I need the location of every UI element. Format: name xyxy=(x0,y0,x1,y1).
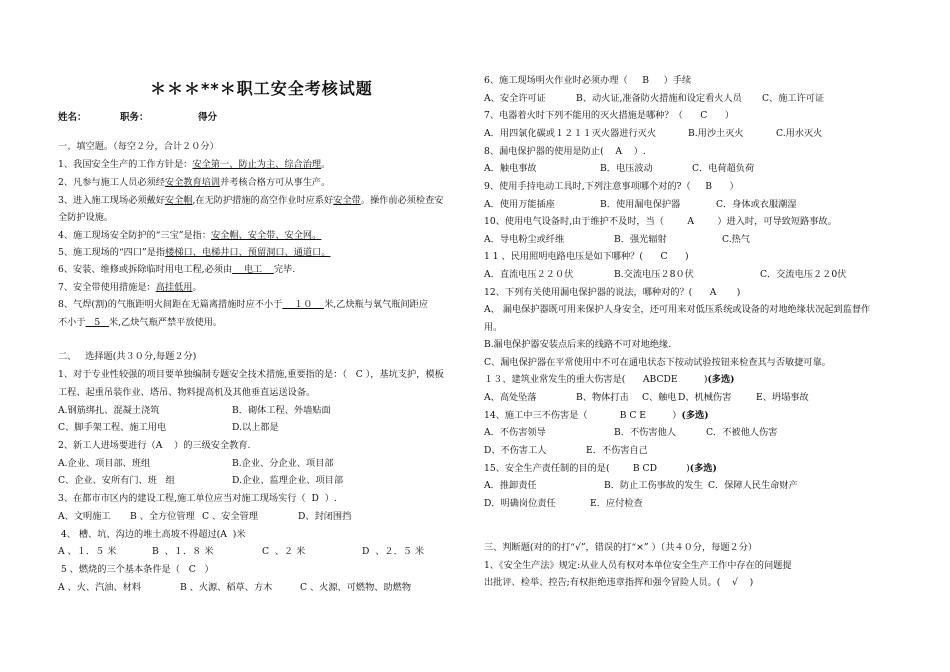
choice-q8-a: A．触电事故 xyxy=(484,163,537,174)
choice-q2-c: C、企业、安所有门、班 组 xyxy=(58,475,175,486)
choice-q8-b: B．电压波动 xyxy=(600,163,653,174)
choice-q2-d: D.企业、监理企业、项目部 xyxy=(232,475,344,486)
choice-q13-a: A、高处坠落 xyxy=(484,392,537,403)
fill-q3-end: 。操作前必须检查安 xyxy=(360,195,444,206)
choice-q15 xyxy=(484,463,717,475)
choice-q4-a: A 、１．５ 米 xyxy=(58,546,117,557)
section1-heading: 一、填空题。（每空２分，合计２０分） xyxy=(58,141,219,152)
fill-q3 xyxy=(58,195,443,207)
choice-q4-d: D 、２．５ 米 xyxy=(362,546,425,557)
exam-title: ＊＊＊**＊职工安全考核试题 xyxy=(150,79,373,98)
fill-q5-text: 5、施工现场的“四口”是指 xyxy=(58,247,166,258)
choice-q14 xyxy=(484,410,709,422)
choice-q7: 7、电器着火时下列不能用的灭火措施是哪种？（ C ） xyxy=(484,110,735,121)
choice-q10-a: A．导电粉尘或纤维 xyxy=(484,234,565,245)
choice-q13-d: D、机械伤害 xyxy=(678,392,732,403)
choice-q5-a: A 、火、汽油、材料 xyxy=(58,582,142,593)
fill-q3-line2: 全防护设施。 xyxy=(58,212,114,223)
choice-q14-multi-tag: (多选) xyxy=(681,410,709,421)
fill-q4 xyxy=(58,230,321,242)
fill-q7 xyxy=(58,282,202,294)
choice-q15-a: A．推卸责任 xyxy=(484,480,537,491)
choice-q10: 10、使用电气设备时,由于维护不及时，当（ A ）进入时，可导致短路事故。 xyxy=(484,216,837,227)
choice-q13-b: B、物体打击 xyxy=(576,392,629,403)
choice-q12: 12、下列有关使用漏电保护器的说法，哪种对的？( A ) xyxy=(484,287,741,298)
choice-q7-c: C.用水灭火 xyxy=(776,128,823,139)
choice-q14-d: D、不伤害工人 xyxy=(484,445,547,456)
fill-q2-end: 并考核合格方可从事生产。 xyxy=(220,177,331,188)
fill-q8-answer-1: １０ xyxy=(282,299,325,310)
choice-q9-c: C．身体或衣服潮湿 xyxy=(716,199,797,210)
choice-q12-a-line2: 用。 xyxy=(484,322,503,333)
choice-q12-b: B.漏电保护器安装点后来的线路不可对地绝缘. xyxy=(484,339,672,350)
choice-q15-text: 15、安全生产责任制的目的是( B CD ) xyxy=(484,463,690,474)
fill-q6-end: 完毕. xyxy=(273,264,296,275)
choice-q15-e: E．应付检查 xyxy=(590,498,643,509)
choice-q12-a-line1: A、 漏电保护器既可用来保护人身安全，还可用来对低压系统或设备的对地绝缘状况起到监督作 xyxy=(484,304,871,315)
choice-q13-c: C、触电 xyxy=(642,392,677,403)
fill-q7-end: 。 xyxy=(192,282,202,293)
fill-q7-answer: 高挂低用 xyxy=(155,282,193,293)
choice-q14-e: E．不伤害自己 xyxy=(586,445,648,456)
choice-q8: 8、漏电保护器的使用是防止( A ）. xyxy=(484,146,646,157)
choice-q9-b: B．使用漏电保护器 xyxy=(600,199,681,210)
fill-q8-mid: 米,乙炔瓶与氧气瓶间距应 xyxy=(324,299,429,310)
choice-q10-c: C.热气 xyxy=(722,234,750,245)
choice-q7-a: A．用四氯化碳或１２１１灭火器进行灭火 xyxy=(484,128,657,139)
choice-q13-text: １３、建筑业常发生的重大伤害是( ABCDE ) xyxy=(484,374,708,385)
choice-q6-c: C、施工许可证 xyxy=(762,93,825,104)
choice-q4-b: B 、１．８ 米 xyxy=(152,546,214,557)
choice-q1-d: D.以上都是 xyxy=(232,422,279,433)
choice-q9-a: A．使用万能插座 xyxy=(484,199,555,210)
choice-q15-d: D．明确岗位责任 xyxy=(484,498,556,509)
fill-q1-end: 。 xyxy=(321,159,331,170)
fill-q3-answer-1: 安全帽 xyxy=(164,195,193,206)
score-label: 得分 xyxy=(198,112,218,123)
choice-q3: 3、在都市市区内的建设工程,施工单位应当对施工现场实行（ D ）. xyxy=(58,493,337,504)
choice-q8-c: C．电荷超负荷 xyxy=(692,163,755,174)
choice-q5-c: C 、火源、可燃物、助燃物 xyxy=(300,582,412,593)
section2-heading: 二、 选择题(共３０分,每题２分) xyxy=(58,351,197,362)
choice-q11-a: A．直流电压２２０伏 xyxy=(484,269,574,280)
fill-q8-line2-end: 米,乙炔气瓶严禁平放使用。 xyxy=(108,317,223,328)
choice-q13-multi-tag: (多选) xyxy=(707,374,735,385)
choice-q14-b: B．不伤害他人 xyxy=(614,427,676,438)
choice-q11-b: B.交流电压２8０伏 xyxy=(614,269,694,280)
fill-q8 xyxy=(58,299,428,311)
name-label: 姓名： xyxy=(58,112,87,123)
choice-q1-b: B．砌体工程、外墙贴面 xyxy=(232,405,331,416)
position-label: 职务： xyxy=(120,112,149,123)
choice-q2-a: A.企业、项目部、班组 xyxy=(58,458,151,469)
choice-q6-b: B、动火证,准备防火措施和设定看火人员 xyxy=(576,93,742,104)
fill-q3-mid: ,在无防护措施的高空作业时应系好 xyxy=(192,195,334,206)
choice-q6-a: A、安全许可证 xyxy=(484,93,546,104)
fill-q6 xyxy=(58,264,295,276)
fill-q8-answer-2: 5 xyxy=(85,317,109,328)
judge-q1-line2: 出批评、检举、控告;有权拒绝违章指挥和强令冒险人员。( √ ) xyxy=(484,577,754,588)
judge-q1-line1: 1、《安全生产法》规定:从业人员有权对本单位安全生产工作中存在的问题提 xyxy=(484,560,792,571)
choice-q5-b: B 、火源、稻草、方木 xyxy=(180,582,273,593)
choice-q1-c: C、脚手架工程、施工用电 xyxy=(58,422,167,433)
fill-q8-text: 8、气焊(割)的气瓶距明火间距在无篇离措施时应不小于 xyxy=(58,299,283,310)
choice-q12-c: C、漏电保护器在平常使用中不可在通电状态下按动试验按钮来检查其与否敏捷可靠。 xyxy=(484,357,831,368)
choice-q2: 2、新工人进场要进行（A ）的三级安全教育. xyxy=(58,440,251,451)
choice-q3-b: B 、全方位管理 xyxy=(130,511,195,522)
choice-q3-d: D、封闭围挡 xyxy=(298,511,352,522)
fill-q1-text: 1、我国安全生产的工作方针是： xyxy=(58,159,193,170)
choice-q13-e: E、坍塌事故 xyxy=(756,392,809,403)
fill-q4-answer: 安全帽、安全带、安全网。 xyxy=(211,230,322,241)
fill-q5-answer: 楼梯口、电梯井口、预留洞口、通道口。 xyxy=(165,247,331,258)
choice-q14-text: 14、施工中三不伤害是（ B C E ） xyxy=(484,410,682,421)
choice-q9: 9、使用手持电动工具时,下列注意事项哪个对的?（ B ） xyxy=(484,181,739,192)
choice-q5: 5 、燃烧的三个基本条件是（ C ） xyxy=(58,564,214,575)
choice-q11-c: C．交流电压２２0伏 xyxy=(760,269,847,280)
choice-q14-a: A．不伤害领导 xyxy=(484,427,546,438)
choice-q3-c: C 、安全管理 xyxy=(202,511,258,522)
choice-q4-c: C 、２ 米 xyxy=(262,546,306,557)
choice-q15-c: C．保障人民生命财产 xyxy=(708,480,798,491)
fill-q2-text: 2、凡参与施工人员必须经 xyxy=(58,177,165,188)
choice-q11: 1 1 、民用照明电路电压是如下哪种？( C ) xyxy=(484,251,689,262)
choice-q3-a: A、文明施工 xyxy=(58,511,111,522)
choice-q2-b: B.企业、分企业、项目部 xyxy=(232,458,334,469)
fill-q1-answer: 安全第一、防止为主、综合治理 xyxy=(192,159,322,170)
choice-q13 xyxy=(484,374,735,386)
choice-q15-b: B．防止工伤事故的发生 xyxy=(604,480,703,491)
fill-q4-text: 4、施工现场安全防护的“三宝”是指： xyxy=(58,230,212,241)
choice-q10-b: B．强光辐射 xyxy=(614,234,667,245)
fill-q3-answer-2: 安全带 xyxy=(333,195,361,206)
fill-q6-text: 6、安装、维修或拆除临时用电工程,必须由 xyxy=(58,264,233,275)
fill-q8-line2 xyxy=(58,317,222,329)
fill-q3-text: 3、进入施工现场必须戴好 xyxy=(58,195,165,206)
fill-q2-answer: 安全教育培训 xyxy=(164,177,221,188)
choice-q1-line2: 工程、起重吊装作业、塔吊、物料提高机及其他垂直运送设备。 xyxy=(58,387,316,398)
fill-q8-line2-text: 不小于 xyxy=(58,317,86,328)
choice-q4: 4、 槽、坑、沟边的堆土高坡不得超过(A )米 xyxy=(58,529,246,540)
choice-q15-multi-tag: (多选) xyxy=(689,463,717,474)
choice-q14-c: C．不被他人伤害 xyxy=(706,427,778,438)
fill-q7-text: 7、安全带使用措施是： xyxy=(58,282,156,293)
choice-q7-b: B.用沙土灭火 xyxy=(688,128,744,139)
choice-q6: 6、施工现场明火作业时必须办理（ B ）手续 xyxy=(484,75,692,86)
fill-q6-answer: 电工 xyxy=(232,264,274,275)
fill-q2 xyxy=(58,177,330,189)
choice-q1-line1: 1、对于专业性较强的项目要单独编制专题安全技术措施,重要指的是：（ C ），基坑支护，模板 xyxy=(58,369,444,380)
choice-q1-a: A.钢筋绑扎、混凝土浇筑 xyxy=(58,405,160,416)
fill-q1 xyxy=(58,159,330,171)
section3-heading: 三、判断题(对的的打“√”，错误的打“×” ）（共４０分，每题２分） xyxy=(484,542,758,553)
fill-q5 xyxy=(58,247,331,259)
